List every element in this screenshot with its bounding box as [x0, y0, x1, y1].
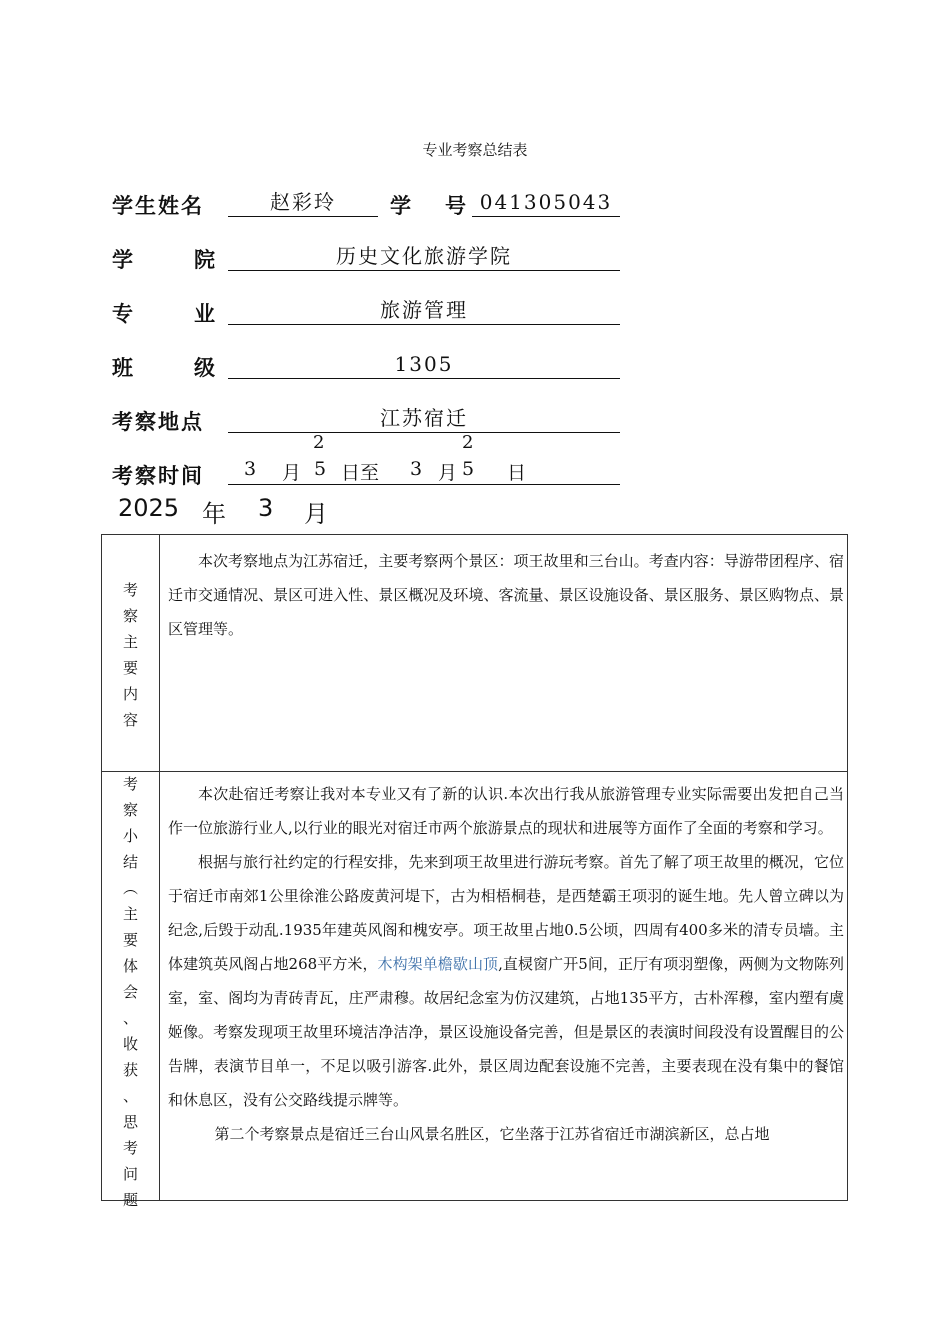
label-char: 主	[122, 905, 138, 923]
summary-paragraph-1: 本次赴宿迁考察让我对本专业又有了新的认识.本次出行我从旅游管理专业实际需要出发把自己当作一位旅游行业人,以行业的眼光对宿迁市两个旅游景点的现状和进展等方面作了全面的考察和学习。	[168, 785, 844, 837]
summary-paragraph-2	[168, 845, 844, 1117]
section-summary-label	[102, 771, 159, 1213]
label-char: 思	[122, 1113, 138, 1131]
label-char: 题	[122, 1191, 138, 1209]
date-month-unit: 月	[304, 500, 328, 528]
summary-table	[101, 534, 848, 1209]
start-day: 5	[314, 458, 327, 480]
date-year: 2025	[118, 494, 180, 522]
label-char: 察	[122, 801, 138, 819]
label-char: 要	[122, 931, 138, 949]
label-char: 体	[122, 957, 138, 975]
section-summary-text	[168, 777, 844, 1151]
end-day-unit: 日	[507, 462, 527, 484]
start-day-unit-to: 日至	[341, 462, 380, 484]
architecture-link[interactable]: 木构架单檐歇山顶	[377, 955, 499, 973]
date-year-unit: 年	[202, 500, 226, 528]
class-label-2: 级	[194, 356, 217, 380]
end-month: 3	[410, 458, 423, 480]
time-superscript-2: 2	[462, 432, 474, 453]
date-month: 3	[258, 494, 274, 522]
label-char: 主	[122, 633, 138, 651]
label-char: 获	[122, 1061, 138, 1079]
label-char: 察	[122, 607, 138, 625]
label-char: 收	[122, 1035, 138, 1053]
student-id-label-1: 学	[390, 194, 413, 218]
table-column-divider	[159, 535, 160, 1200]
major-label-1: 专	[112, 302, 135, 326]
section-main-content-label	[102, 577, 159, 733]
label-char: 、	[122, 1009, 138, 1027]
document-title: 专业考察总结表	[422, 141, 528, 159]
label-char: 考	[122, 775, 138, 793]
end-month-unit: 月	[438, 462, 458, 484]
label-char: 小	[122, 827, 138, 845]
name-value: 赵彩玲	[228, 188, 378, 217]
start-month: 3	[244, 458, 257, 480]
class-value: 1305	[228, 350, 620, 379]
label-char: 考	[122, 1139, 138, 1157]
label-char: 结	[122, 853, 138, 871]
section-main-content-text	[168, 544, 844, 646]
main-content-paragraph: 本次考察地点为江苏宿迁，主要考察两个景区：项王故里和三台山。考查内容：导游带团程序、宿迁市交通情况、景区可进入性、景区概况及环境、客流量、景区设施设备、景区服务、景区购物点、景区管理等。	[168, 552, 844, 638]
summary-paragraph-2-part-b: ,直棂窗广开5间，正厅有项羽塑像，两侧为文物陈列室，室、阁均为青砖青瓦，庄严肃穆。故居纪念室为仿汉建筑，占地135平方，古朴浑穆，室内塑有虞姬像。考察发现项王故里环境洁净洁净，景区设施设备完善，但是景区的表演时间段没有设置醒目的公告牌，表演节目单一，不足以吸引游客.此外，景区周边配套设施不完善，主要表现在没有集中的餐馆和休息区，没有公交路线提示牌等。	[168, 955, 844, 1109]
time-superscript-1: 2	[313, 432, 325, 453]
table-row-divider	[102, 771, 847, 772]
start-month-unit: 月	[282, 462, 302, 484]
time-label: 考察时间	[112, 464, 204, 488]
label-char: 、	[122, 1087, 138, 1105]
student-id-label-2: 号	[445, 194, 468, 218]
location-label: 考察地点	[112, 410, 204, 434]
time-value	[228, 456, 620, 485]
label-char: 问	[122, 1165, 138, 1183]
location-value: 江苏宿迁	[228, 404, 620, 433]
student-id-value: 041305043	[472, 188, 620, 217]
college-label-2: 院	[194, 248, 217, 272]
label-char: 考	[122, 581, 138, 599]
college-value: 历史文化旅游学院	[228, 242, 620, 271]
summary-paragraph-3: 第二个考察景点是宿迁三台山风景名胜区，它坐落于江苏省宿迁市湖滨新区，总占地	[214, 1125, 770, 1143]
label-char: 内	[122, 685, 138, 703]
summary-paragraph-2-part-a: 根据与旅行社约定的行程安排，先来到项王故里进行游玩考察。首先了解了项王故里的概况，它位于宿迁市南郊1公里徐淮公路废黄河堤下，古为相梧桐巷，是西楚霸王项羽的诞生地。先人曾立碑以为纪念,后毁于动乱.1935年建英风阁和槐安亭。项王故里占地0.5公顷，四周有400多米的清专员墙。主体建筑英风阁占地268平方米，	[168, 853, 844, 973]
class-label-1: 班	[112, 356, 135, 380]
college-label-1: 学	[112, 248, 135, 272]
end-day: 5	[462, 458, 475, 480]
major-label-2: 业	[194, 302, 217, 326]
name-label: 学生姓名	[112, 194, 204, 218]
major-value: 旅游管理	[228, 296, 620, 325]
label-char: 要	[122, 659, 138, 677]
label-char: 会	[122, 983, 138, 1001]
label-char: 容	[122, 711, 138, 729]
label-char: ︵	[122, 879, 138, 897]
